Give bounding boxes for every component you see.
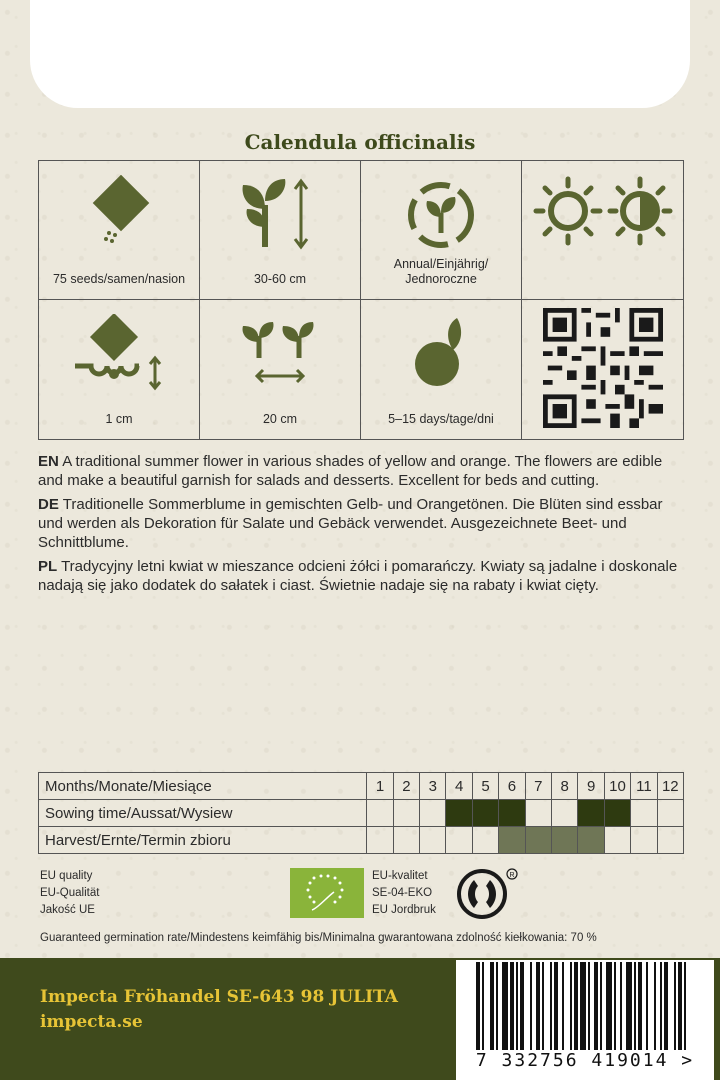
germination-cell [361, 300, 522, 439]
sowing-month-6 [499, 800, 525, 827]
barcode-bars-icon [476, 962, 686, 1050]
height-label: 30-60 cm [253, 272, 307, 286]
sowing-month-10 [604, 800, 630, 827]
harvest-month-1 [367, 827, 393, 854]
description [38, 452, 682, 600]
description-en [38, 452, 682, 490]
sowing-depth-icon [69, 314, 169, 394]
packet-window [30, 0, 690, 108]
footer-address [40, 985, 398, 1035]
month-8: 8 [552, 773, 578, 800]
month-11: 11 [631, 773, 657, 800]
eu-control-1: EU-kvalitet [372, 870, 428, 882]
qr-cell [522, 300, 683, 439]
description-pl-text: Tradycyjny letni kwiat w mieszance odcieni żółci i pomarańczy. Kwiaty są jadalne i doskonale nadają się jako dodatek do sałatek i ciast. Świetnie nadaje się na rabaty i kwiat cięty. [38, 558, 678, 594]
eu-quality-pl: Jakość UE [40, 904, 95, 916]
harvest-label: Harvest/Ernte/Termin zbioru [39, 827, 367, 854]
germination-label: 5–15 days/tage/dni [388, 412, 494, 426]
plant-spacing-icon [235, 314, 325, 394]
height-cell [200, 161, 361, 300]
months-label: Months/Monate/Miesiące [39, 773, 367, 800]
eu-control-2: SE-04-EKO [372, 887, 433, 899]
month-3: 3 [420, 773, 446, 800]
harvest-month-12 [657, 827, 683, 854]
sowing-month-7 [525, 800, 551, 827]
seed-count-label: 75 seeds/samen/nasion [52, 272, 186, 286]
harvest-month-10 [604, 827, 630, 854]
seed-count-cell [39, 161, 200, 300]
month-7: 7 [525, 773, 551, 800]
sowing-month-8 [552, 800, 578, 827]
plant-height-icon [235, 175, 325, 255]
lang-code-de: DE [38, 496, 59, 513]
sun-half-sun-icon [528, 175, 678, 255]
harvest-month-11 [631, 827, 657, 854]
lifecycle-cell [361, 161, 522, 300]
month-4: 4 [446, 773, 472, 800]
eu-quality-en: EU quality [40, 870, 93, 882]
eu-quality [40, 868, 99, 919]
sowing-calendar [38, 772, 684, 854]
lifecycle-label-1: Annual/Einjährig/ [393, 257, 489, 271]
eu-organic-leaf-icon [290, 868, 364, 918]
harvest-month-5 [472, 827, 498, 854]
seed-packet-icon [79, 175, 159, 255]
month-10: 10 [604, 773, 630, 800]
lifecycle-label-2: Jednoroczne [405, 272, 477, 286]
annual-cycle-icon [401, 175, 481, 255]
germination-seedling-icon [401, 314, 481, 394]
sowing-month-12 [657, 800, 683, 827]
description-pl [38, 557, 682, 595]
month-5: 5 [472, 773, 498, 800]
eu-control-3: EU Jordbruk [372, 904, 436, 916]
sowing-month-2 [393, 800, 419, 827]
harvest-month-7 [525, 827, 551, 854]
harvest-month-4 [446, 827, 472, 854]
species-name: Calendula officinalis [244, 130, 476, 154]
harvest-month-3 [420, 827, 446, 854]
harvest-month-9 [578, 827, 604, 854]
germination-guarantee: Guaranteed germination rate/Mindestens keimfähig bis/Minimalna gwarantowana zdolność kiełkowania: 70 % [40, 932, 597, 944]
sowing-month-9 [578, 800, 604, 827]
qr-code-icon [543, 308, 663, 428]
sowing-month-3 [420, 800, 446, 827]
svg-text:R: R [509, 872, 515, 879]
sowing-month-4 [446, 800, 472, 827]
eu-control [372, 868, 436, 919]
sowing-month-11 [631, 800, 657, 827]
spacing-cell [200, 300, 361, 439]
sowing-depth-label: 1 cm [105, 412, 133, 426]
sowing-depth-cell [39, 300, 200, 439]
months-row [39, 773, 684, 800]
barcode [456, 960, 714, 1080]
recycling-green-dot-icon [456, 866, 522, 922]
company-address: Impecta Fröhandel SE-643 98 JULITA [40, 987, 398, 1007]
sun-cell [522, 161, 683, 300]
lang-code-en: EN [38, 453, 59, 470]
month-12: 12 [657, 773, 683, 800]
harvest-month-2 [393, 827, 419, 854]
company-website: impecta.se [40, 1012, 143, 1032]
eu-quality-de: EU-Qualität [40, 887, 100, 899]
month-9: 9 [578, 773, 604, 800]
info-grid [38, 160, 684, 440]
month-1: 1 [367, 773, 393, 800]
sowing-month-1 [367, 800, 393, 827]
harvest-month-6 [499, 827, 525, 854]
harvest-row [39, 827, 684, 854]
barcode-number: 7 332756 419014 > [475, 1050, 695, 1071]
lang-code-pl: PL [38, 558, 58, 575]
spacing-label: 20 cm [262, 412, 298, 426]
sowing-month-5 [472, 800, 498, 827]
description-en-text: A traditional summer flower in various shades of yellow and orange. The flowers are edible and make a beautiful garnish for salads and desserts. Excellent for beds and cutting. [38, 453, 663, 489]
harvest-month-8 [552, 827, 578, 854]
month-6: 6 [499, 773, 525, 800]
month-2: 2 [393, 773, 419, 800]
description-de-text: Traditionelle Sommerblume in gemischten Gelb- und Orangetönen. Die Blüten sind essbar und werden als Dekoration für Salate und Gebäck verwendet. Ausgezeichnete Beet- und Schnittblume. [38, 496, 663, 551]
description-de [38, 495, 682, 552]
sowing-label: Sowing time/Aussat/Wysiew [39, 800, 367, 827]
sowing-row [39, 800, 684, 827]
